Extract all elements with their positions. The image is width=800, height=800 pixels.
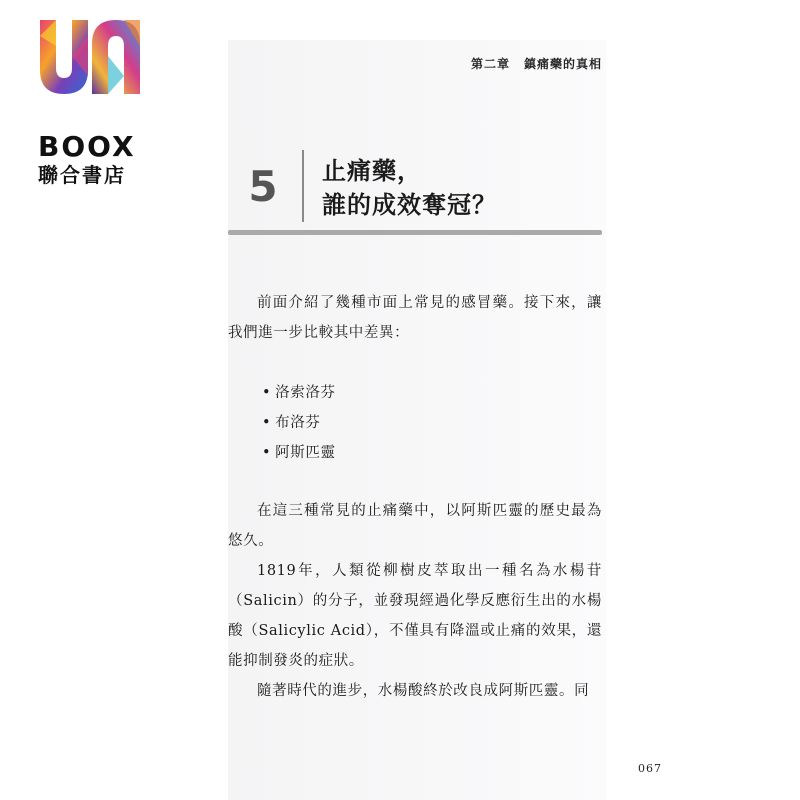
paragraph-1: 前面介紹了幾種市面上常見的感冒藥。接下來，讓我們進一步比較其中差異： — [228, 295, 602, 341]
paragraph-3: 1819年，人類從柳樹皮萃取出一種名為水楊苷（Salicin）的分子，並發現經過化學反應衍生出的水楊酸（Salicylic Acid），不僅具有降溫或止痛的效果，還能抑制發炎的症狀。 — [228, 563, 602, 669]
logo-subtitle: 聯合書店 — [38, 163, 126, 187]
paragraph-4: 隨著時代的進步，水楊酸終於改良成阿斯匹靈。同 — [257, 683, 590, 699]
chapter-title-line2: 誰的成效奪冠？ — [322, 191, 497, 219]
running-head-chapter: 第二章 — [470, 57, 510, 71]
chapter-divider — [302, 150, 304, 222]
logo-text — [38, 132, 148, 188]
running-head-title: 鎮痛藥的真相 — [523, 57, 602, 71]
chapter-rule — [228, 230, 602, 235]
page-number: 067 — [638, 762, 662, 775]
chapter-title — [322, 154, 497, 222]
logo-wordmark: BOOX — [38, 130, 136, 163]
running-head — [471, 55, 602, 72]
bullet-item: • 布洛芬 — [262, 408, 336, 438]
chapter-title-line1: 止痛藥， — [322, 157, 422, 185]
chapter-number: 5 — [248, 162, 278, 211]
paragraph-2: 在這三種常見的止痛藥中，以阿斯匹靈的歷史最為悠久。 — [228, 503, 602, 549]
bullet-item: • 洛索洛芬 — [262, 378, 336, 408]
bullet-list — [262, 378, 336, 468]
bullet-item: • 阿斯匹靈 — [262, 438, 336, 468]
